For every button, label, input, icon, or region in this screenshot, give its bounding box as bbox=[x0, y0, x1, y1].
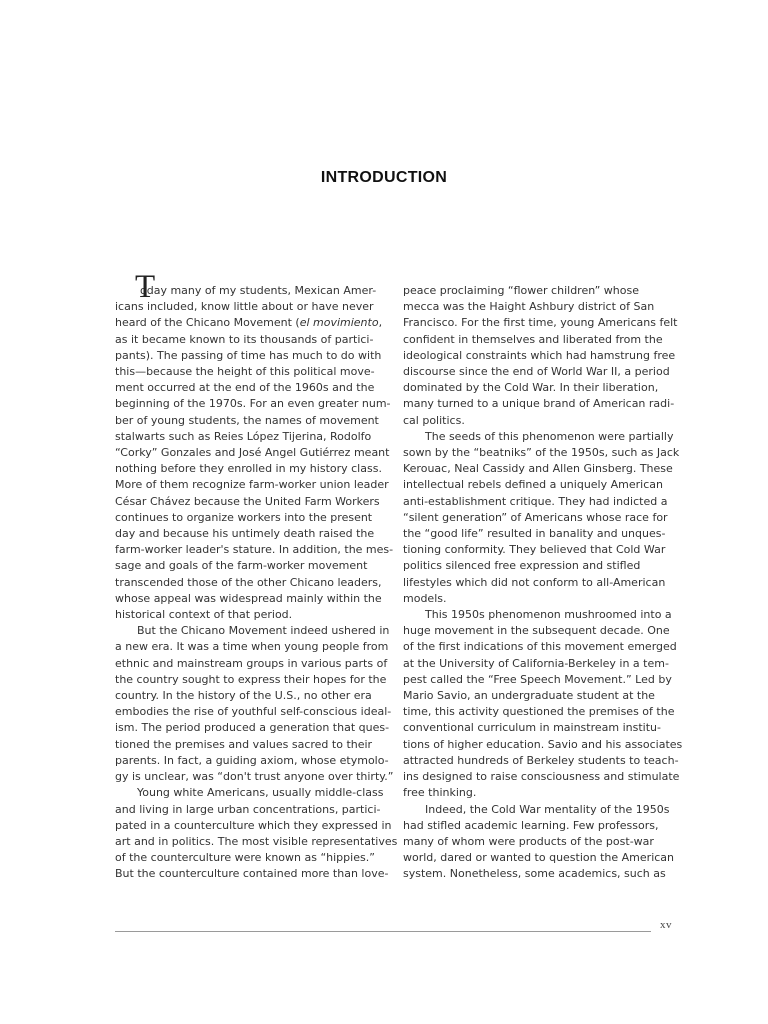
text-line: More of them recognize farm-worker union leader bbox=[115, 478, 389, 492]
text-column-left bbox=[115, 269, 398, 883]
first-line bbox=[115, 269, 390, 305]
text-line: world, dared or wanted to question the American bbox=[403, 851, 675, 865]
text-line: pated in a counterculture which they expressed in bbox=[115, 818, 392, 832]
text-line: The seeds of this phenomenon were partially bbox=[425, 429, 674, 443]
text-line: tioned the premises and values sacred to their bbox=[115, 737, 373, 751]
text-line: anti-establishment critique. They had indicted a bbox=[403, 494, 668, 508]
text-line: beginning of the 1970s. For an even greater num- bbox=[115, 397, 391, 411]
text-line: ment occurred at the end of the 1960s and the bbox=[115, 381, 375, 395]
text-line: as it became known to its thousands of partici- bbox=[115, 332, 374, 346]
text-line: pest called the “Free Speech Movement.” Led by bbox=[403, 672, 672, 686]
text-line: intellectual rebels defined a uniquely American bbox=[403, 478, 663, 492]
text-line: But the Chicano Movement indeed ushered in bbox=[137, 624, 390, 638]
text-line: mecca was the Haight Ashbury district of San bbox=[403, 300, 655, 314]
text-line: conventional curriculum in mainstream institu- bbox=[403, 721, 661, 735]
text-line: of the counterculture were known as “hippies.” bbox=[115, 851, 375, 865]
text-line: embodies the rise of youthful self-conscious ideal- bbox=[115, 705, 392, 719]
text-line: a new era. It was a time when young people from bbox=[115, 640, 389, 654]
text-line: attracted hundreds of Berkeley students to teach- bbox=[403, 753, 679, 767]
text-line: heard of the Chicano Movement (el movimiento, bbox=[115, 316, 383, 330]
text-line: historical context of that period. bbox=[115, 608, 293, 622]
text-line: gy is unclear, was “don't trust anyone over thirty.” bbox=[115, 770, 394, 784]
text-line: country. In the history of the U.S., no other era bbox=[115, 689, 372, 703]
text-line: confident in themselves and liberated from the bbox=[403, 332, 663, 346]
footer-rule bbox=[115, 931, 651, 932]
text-line: had stifled academic learning. Few professors, bbox=[403, 818, 659, 832]
text-line: farm-worker leader's stature. In addition, the mes- bbox=[115, 543, 394, 557]
text-line: ethnic and mainstream groups in various parts of bbox=[115, 656, 388, 670]
text-line: the country sought to express their hopes for the bbox=[115, 672, 387, 686]
text-line: “silent generation” of Americans whose race for bbox=[403, 510, 668, 524]
text-line: models. bbox=[403, 591, 447, 605]
text-line: pants). The passing of time has much to do with bbox=[115, 348, 382, 362]
text-line: ism. The period produced a generation that ques- bbox=[115, 721, 390, 735]
text-line: This 1950s phenomenon mushroomed into a bbox=[425, 608, 672, 622]
text-line: sage and goals of the farm-worker movement bbox=[115, 559, 368, 573]
text-line: But the counterculture contained more than love- bbox=[115, 867, 389, 881]
text-line: discourse since the end of World War II, a period bbox=[403, 365, 670, 379]
text-line: whose appeal was widespread mainly within the bbox=[115, 591, 382, 605]
text-line: lifestyles which did not conform to all-American bbox=[403, 575, 666, 589]
text-line: free thinking. bbox=[403, 786, 477, 800]
text-line: parents. In fact, a guiding axiom, whose etymolo- bbox=[115, 753, 389, 767]
text-line: ins designed to raise consciousness and stimulate bbox=[403, 770, 680, 784]
text-line: tions of higher education. Savio and his associates bbox=[403, 737, 683, 751]
text-line: huge movement in the subsequent decade. One bbox=[403, 624, 670, 638]
text-line: dominated by the Cold War. In their liberation, bbox=[403, 381, 659, 395]
text-line: Kerouac, Neal Cassidy and Allen Ginsberg. These bbox=[403, 462, 673, 476]
text-line: day and because his untimely death raised the bbox=[115, 527, 375, 541]
text-line: ideological constraints which had hamstrung free bbox=[403, 348, 676, 362]
text-column-right bbox=[403, 283, 683, 883]
text-line: Francisco. For the first time, young Americans felt bbox=[403, 316, 678, 330]
text-line: of the first indications of this movement emerged bbox=[403, 640, 677, 654]
text-line: César Chávez because the United Farm Workers bbox=[115, 494, 380, 508]
text-line: system. Nonetheless, some academics, such as bbox=[403, 867, 666, 881]
text-line: transcended those of the other Chicano leaders, bbox=[115, 575, 382, 589]
text-line: and living in large urban concentrations, partici- bbox=[115, 802, 381, 816]
text-line: stalwarts such as Reies López Tijerina, Rodolfo bbox=[115, 429, 372, 443]
text-line: many turned to a unique brand of American radi- bbox=[403, 397, 675, 411]
drop-cap: T bbox=[135, 269, 156, 305]
text-line: tioning conformity. They believed that Cold War bbox=[403, 543, 666, 557]
text-line: Young white Americans, usually middle-class bbox=[137, 786, 384, 800]
text-line: Indeed, the Cold War mentality of the 1950s bbox=[425, 802, 670, 816]
text-line: the “good life” resulted in banality and unques- bbox=[403, 527, 666, 541]
text-line: Mario Savio, an undergraduate student at the bbox=[403, 689, 655, 703]
text-line: politics silenced free expression and stifled bbox=[403, 559, 641, 573]
text-line: cal politics. bbox=[403, 413, 465, 427]
text-line: many of whom were products of the post-war bbox=[403, 834, 654, 848]
text-line: this—because the height of this political move- bbox=[115, 365, 375, 379]
text-line: “Corky” Gonzales and José Angel Gutiérrez meant bbox=[115, 446, 390, 460]
text-line: icans included, know little about or have never bbox=[115, 300, 374, 314]
text-line: oday many of my students, Mexican Amer- bbox=[140, 284, 377, 297]
text-line: continues to organize workers into the present bbox=[115, 510, 373, 524]
text-line: art and in politics. The most visible representatives bbox=[115, 834, 398, 848]
text-line: ber of young students, the names of movement bbox=[115, 413, 379, 427]
text-line: at the University of California-Berkeley in a tem- bbox=[403, 656, 669, 670]
page-title: INTRODUCTION bbox=[320, 169, 448, 186]
page-number: xv bbox=[660, 919, 672, 931]
text-line: time, this activity questioned the premises of the bbox=[403, 705, 675, 719]
text-line: peace proclaiming “flower children” whose bbox=[403, 284, 639, 297]
text-line: sown by the “beatniks” of the 1950s, such as Jack bbox=[403, 446, 680, 460]
text-line: nothing before they enrolled in my history class. bbox=[115, 462, 382, 476]
